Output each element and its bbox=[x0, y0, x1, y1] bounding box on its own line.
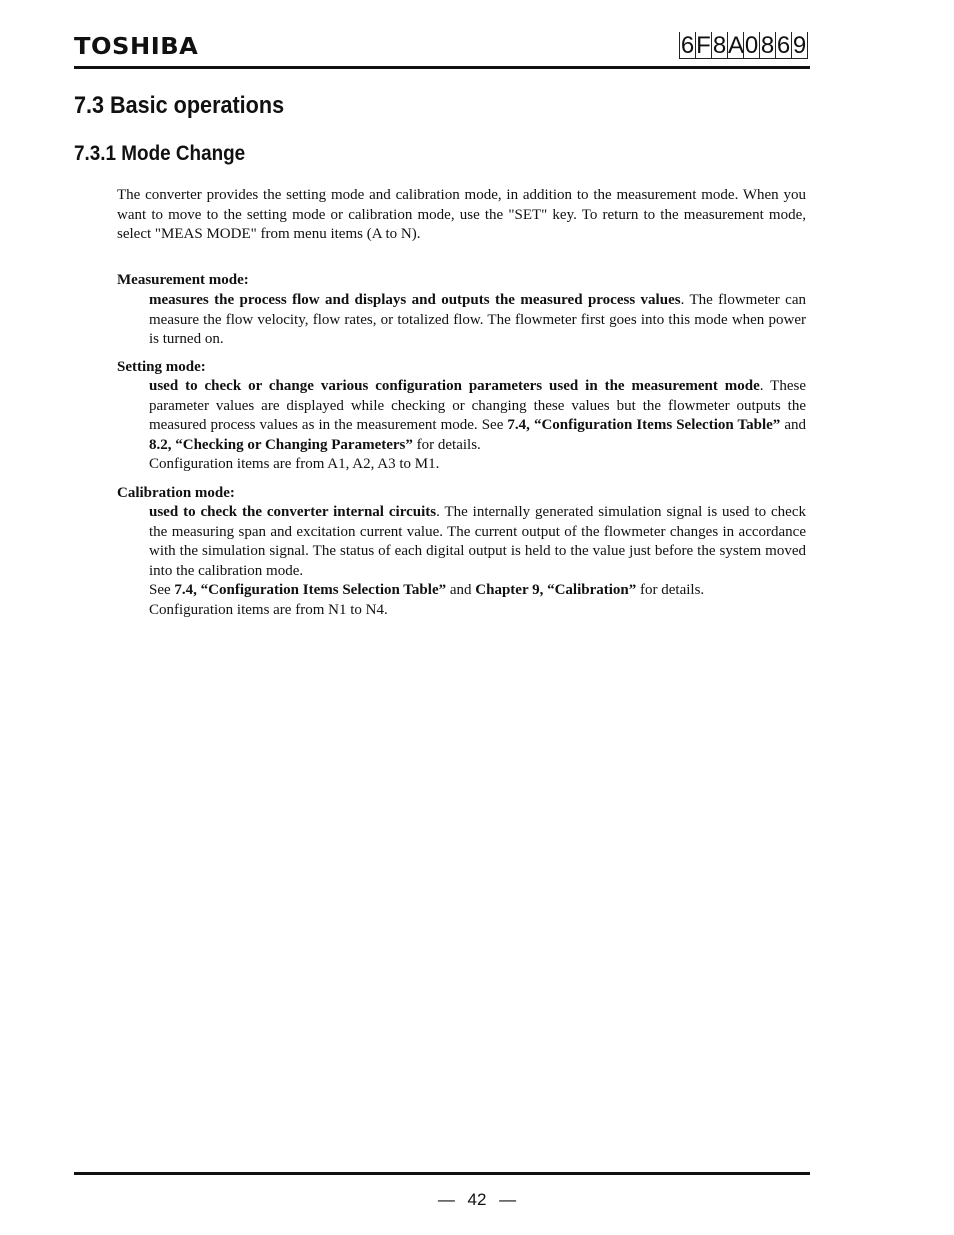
calibration-mode-summary: used to check the converter internal circuits bbox=[149, 504, 437, 520]
reference-8-2: 8.2, “Checking or Changing Parameters” bbox=[149, 436, 413, 453]
setting-mode-summary: used to check or change various configuration parameters used in the measurement mode bbox=[149, 378, 760, 394]
header-divider bbox=[74, 66, 810, 69]
doc-number-char: 9 bbox=[792, 32, 807, 59]
calibration-mode-text: . The internally generated simulation signal is used to check the measuring span and excitation current value. The current output of the flowmeter changes in accordance with the simulation signal. The status of each digital output is held to the value just before the system moved into the calibration mode. bbox=[149, 504, 806, 579]
calibration-mode-description bbox=[149, 503, 806, 620]
setting-mode-description bbox=[149, 377, 806, 475]
conjunction-text: and bbox=[780, 417, 806, 433]
calibration-mode-items: Configuration items are from N1 to N4. bbox=[149, 601, 388, 618]
doc-number-char: 8 bbox=[712, 32, 727, 59]
setting-mode-text: . These parameter values are displayed while checking or changing these values but the flowmeter outputs the measured process values as in the measurement mode. See bbox=[149, 378, 806, 433]
page-header bbox=[74, 28, 810, 68]
doc-number-char: 6 bbox=[680, 32, 695, 59]
doc-number-char: 8 bbox=[760, 32, 775, 59]
page-number: — 42 — bbox=[437, 1190, 517, 1209]
brand-logo: TOSHIBA bbox=[74, 34, 199, 60]
doc-number-char: A bbox=[728, 32, 745, 59]
measurement-mode-text: . The flowmeter can measure the flow velocity, flow rates, or totalized flow. The flowmeter first goes into this mode when power is turned on. bbox=[149, 292, 807, 347]
conjunction-text: and bbox=[446, 582, 476, 598]
see-text: See bbox=[149, 582, 175, 598]
setting-mode-items: Configuration items are from A1, A2, A3 to M1. bbox=[149, 456, 440, 472]
subsection-title: 7.3.1 Mode Change bbox=[74, 142, 246, 165]
doc-number-char: 6 bbox=[776, 32, 791, 59]
footer-divider bbox=[74, 1172, 810, 1175]
doc-number-char: F bbox=[696, 32, 711, 59]
measurement-mode-title: Measurement mode: bbox=[117, 272, 249, 288]
reference-7-4: 7.4, “Configuration Items Selection Table” bbox=[174, 582, 447, 598]
reference-7-4: 7.4, “Configuration Items Selection Table” bbox=[507, 417, 781, 433]
measurement-mode-description bbox=[149, 291, 806, 350]
section-title: 7.3 Basic operations bbox=[74, 92, 285, 119]
calibration-mode-title: Calibration mode: bbox=[117, 485, 235, 501]
reference-chapter-9: Chapter 9, “Calibration” bbox=[475, 582, 637, 598]
doc-number-char: 0 bbox=[744, 32, 759, 59]
setting-mode-title: Setting mode: bbox=[117, 359, 206, 375]
calibration-mode-details: for details. bbox=[636, 582, 705, 598]
document-number bbox=[679, 32, 808, 59]
measurement-mode-summary: measures the process flow and displays and outputs the measured process values bbox=[149, 292, 681, 308]
setting-mode-details: for details. bbox=[412, 436, 481, 453]
intro-paragraph: The converter provides the setting mode and calibration mode, in addition to the measurement mode. When you want to move to the setting mode or calibration mode, use the "SET" key. To return to the measurement mode, select "MEAS MODE" from menu items (A to N). bbox=[117, 187, 806, 242]
